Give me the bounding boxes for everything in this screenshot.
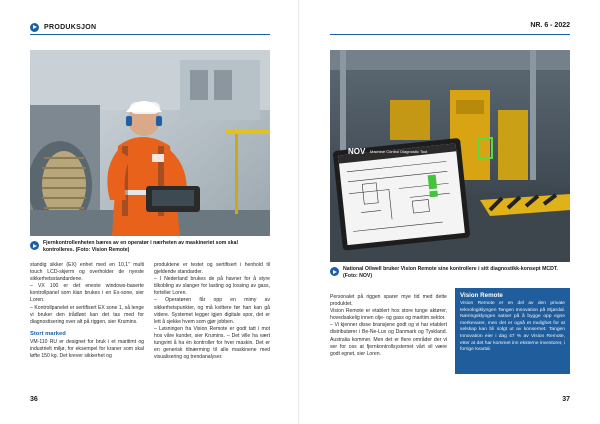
paragraph: – Løsningen fra Vision Remote er godt tatt i mot hos våre kunder, sier Krumins. – Det ville ha vært tungvint å ha én kontroller for hver maskin. Det er en generisk tilnærming til alle maskinene med visualisering og trendanalyser. [154,325,270,361]
drill-floor-photo-illustration [330,50,570,262]
arrow-right-icon [30,241,39,250]
right-page [300,0,600,424]
header-rule [30,34,270,35]
paragraph: – I Nederland brukes de på havner for å styre tilkobling av slanger for lasting og lossing av gass, forteller Loren. [154,276,270,297]
paragraph: Personalet på riggen sparer mye tid med dette produktet. [330,294,447,308]
issue-label: NR. 6 - 2022 [530,22,570,29]
photo-drill-floor [330,50,570,262]
section-header [30,22,96,32]
paragraph: – Kontrollpanelet er sertifisert EX sone 1, så lenge vi bruker den trådløst kan det tas med for diagnostisering over alt på riggen, sier Krumins. [30,304,144,325]
page-number: 37 [562,396,570,403]
caption-text: National Oilwell bruker Vision Remote sine kontrollere i sitt diagnostikk-konsept MCDT. (Foto: NOV) [343,266,558,279]
photo-caption [330,266,570,280]
nov-logo: NOV [348,147,366,156]
info-box-title: Vision Remote [460,292,503,299]
photo-caption [30,240,270,254]
paragraph: – Vi kjenner disse bransjene godt og vi har etablert distributører i Be-Ne-Lux og Danmark og Tyskland. Australia kommer. Men det er flere områder der vi ser for oss at fjernkontrollsystemet vårt vil være godt egnet, sier Loren. [330,322,447,357]
arrow-right-icon [30,23,39,32]
text-column-2 [154,262,270,361]
paragraph: produktene er testet og sertifisert i henhold til gjeldende standarder. [154,262,270,276]
info-box-text: Vision Remote er en del av den private teknologiklyngen Tangen Innovation på Stjørdal. Næringsklyngen satser på å bygge opp egne merkevarer, men det er også et mulighet for at selskap kan bli solgt ut av konsernet. Tangen Innovation eier i dag 47 % av Vision Remote, etter at det har kommet inn eksterne investorer, i forrige kvartal. [460,301,565,353]
paragraph: standig sikker (EX) enhet med en 10,1" multi touch LCD-skjerm og overholder de nyeste sikkerhetsstandardene. [30,262,144,283]
section-label: PRODUKSJON [44,23,97,31]
page-number: 36 [30,396,38,403]
paragraph: Vision Remote er etablert hos store tunge aktører, hovedsakelig innen olje- og gass og maritim sektor. [330,308,447,322]
arrow-right-icon [330,267,339,276]
paragraph: – VX 100 er det eneste windows-baserte kontrollpanel som klan brukes i en Ex-sone, sier Loren. [30,283,144,304]
photo-operator [30,50,270,236]
text-column-1 [330,294,447,358]
operator-photo-illustration [30,50,270,236]
caption-text: Fjernkontrollenheten bæres av en operatør i nærheten av maskineriet som skal kontrolleres. (Foto: Vision Remote) [43,240,238,253]
header-rule [330,34,570,35]
tool-window-title: Machine Control Diagnostic Tool [370,149,428,154]
text-column-1 [30,262,144,360]
paragraph: – Operatøren får opp en mimy av sikkerhetspunkter, og må kvittere før han kan gå videre. Systemet legger igjen digitale spor, det er lett å sjekke hvem som gjør jobben. [154,297,270,325]
info-box [455,288,570,374]
paragraph: VM-110 RU er designet for bruk i et maritimt og industrielt miljø, for eksempel for kraner som skal løfte 150 kg. Det krever sikkerhet og [30,338,144,360]
subheading: Stort marked [30,330,66,337]
